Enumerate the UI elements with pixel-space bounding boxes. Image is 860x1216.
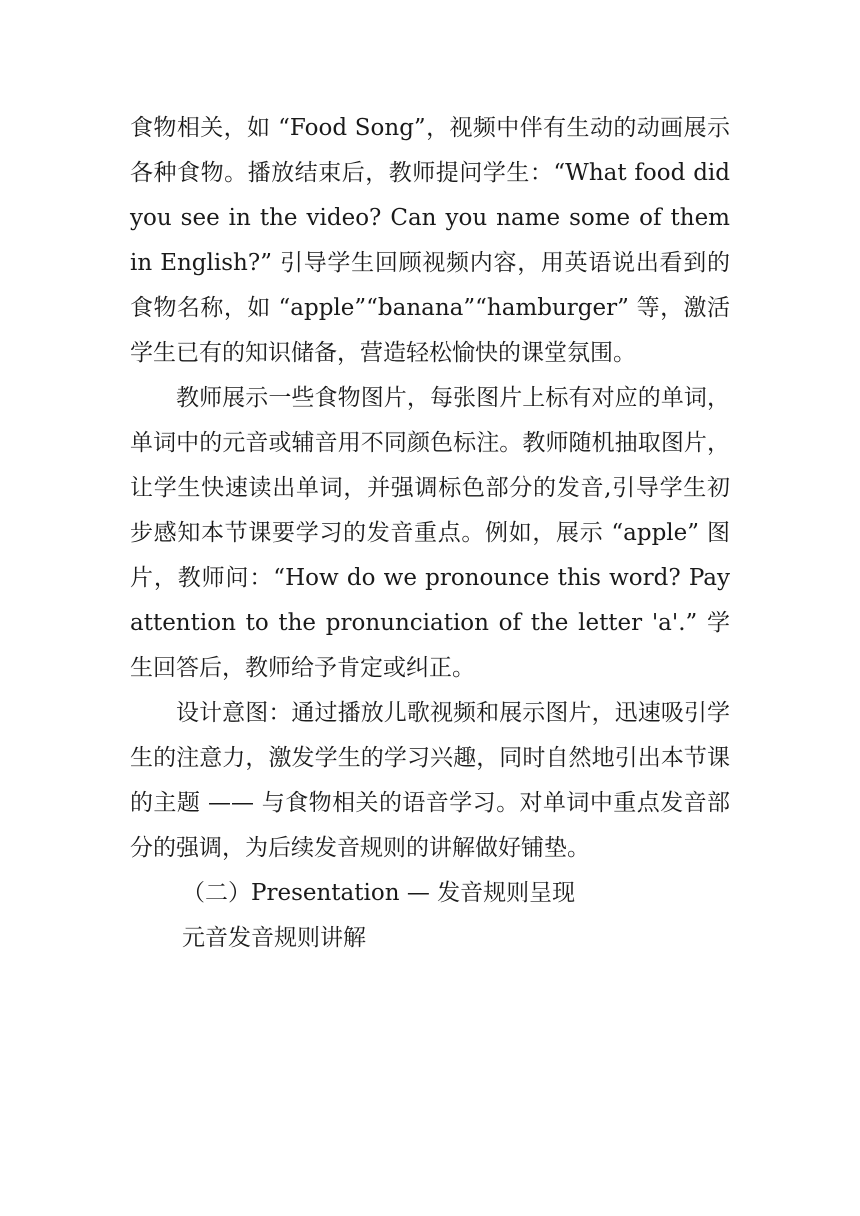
- paragraph-picture-activity: 教师展示一些食物图片，每张图片上标有对应的单词，单词中的元音或辅音用不同颜色标注。教师随机抽取图片，让学生快速读出单词，并强调标色部分的发音,引导学生初步感知本节课要学习的发音重点。例如，展示 “apple” 图片，教师问：“How do we pronounce this word? Pay attention to the pronunciation of the letter 'a'.” 学生回答后，教师给予肯定或纠正。: [130, 385, 730, 681]
- paragraph-design-intent: 设计意图：通过播放儿歌视频和展示图片，迅速吸引学生的注意力，激发学生的学习兴趣，同时自然地引出本节课的主题 —— 与食物相关的语音学习。对单词中重点发音部分的强调，为后续发音规则的讲解做好铺垫。: [130, 700, 730, 861]
- paragraph-intro-video: 食物相关，如 “Food Song”，视频中伴有生动的动画展示各种食物。播放结束后，教师提问学生：“What food did you see in the video? Can you name some of them in English?” 引导学生回顾视频内容，用英语说出看到的食物名称，如 “apple”“banana”“hamburger” 等，激活学生已有的知识储备，营造轻松愉快的课堂氛围。: [130, 115, 730, 366]
- document-body: [130, 106, 730, 961]
- section-heading: （二）Presentation — 发音规则呈现: [182, 880, 576, 906]
- subsection-heading: 元音发音规则讲解: [182, 925, 366, 951]
